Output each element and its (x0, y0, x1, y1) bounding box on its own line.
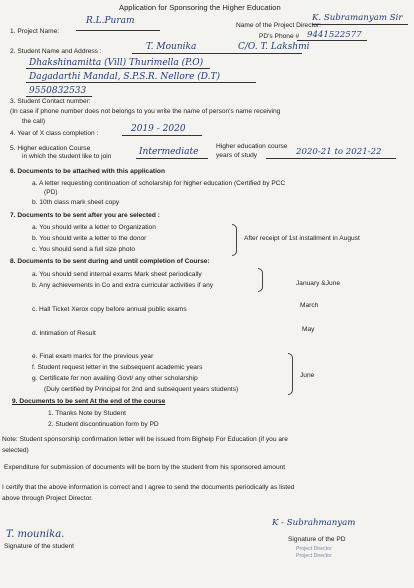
note-line-1: Note: Student sponsorship confirmation letter will be issued from Bighelp For Education (if you are (2, 436, 288, 443)
student-label: 2. Student Name and Address : (10, 48, 102, 55)
section-9-item-1: 1. Thanks Note by Student (48, 410, 126, 417)
certify-line-1: I certify that the above information is correct and I agree to send the documents periodically as listed (2, 484, 295, 491)
project-name-value: R.L.Puram (86, 16, 135, 26)
section-8-item-e: e. Final exam marks for the previous year (32, 353, 154, 360)
expenditure-note: Expenditure for submission of documents will be born by the student from his sponsored amount (4, 464, 286, 471)
address-line-2-rule (26, 82, 256, 83)
form-title: Application for Sponsoring the Higher Education (119, 3, 281, 12)
section-8-ab-brace (258, 268, 263, 292)
section-9-item-2: 2. Student discontinuation form by PD (48, 421, 159, 428)
phone-rule (26, 96, 92, 97)
student-care-of: C/O. T. Lakshmi (238, 42, 310, 52)
project-name-line (76, 30, 160, 31)
pd-phone-label: PD's Phone # (259, 33, 300, 40)
certify-line-2: above through Project Director. (2, 495, 93, 502)
pd-signature: K - Subrahmanyam (272, 518, 356, 528)
note-line-2: selected) (2, 447, 29, 454)
section-8-item-d: d. Intimation of Result (32, 330, 96, 337)
student-name-value: T. Mounika (146, 42, 197, 52)
phone-value: 9550832533 (29, 86, 87, 96)
address-line-1-rule (26, 68, 210, 69)
section-8-item-c: c. Hall Ticket Xerox copy before annual public exams (32, 306, 187, 313)
pd-phone-value: 9441522577 (307, 30, 362, 40)
section-7-item-a: a. You should write a letter to Organization (32, 224, 156, 231)
section-6-item-b: b. 10th class mark sheet copy (32, 199, 120, 206)
director-line (312, 24, 408, 25)
address-line-2: Dagadarthi Mandal, S.P.S.R. Nellore (D.T) (29, 72, 221, 82)
contact-label: 3. Student Contact number: (10, 98, 91, 105)
years-label-1: Higher education course (216, 143, 288, 150)
course-label-2: in which the student like to join (22, 153, 112, 160)
x-class-line (122, 135, 202, 136)
x-class-value: 2019 - 2020 (131, 124, 186, 134)
pd-stamp-line-2: Project Director (296, 553, 332, 559)
section-8-item-b: b. Any achievements in Co and extra curricular activities if any (32, 282, 214, 289)
address-line-1: Dhakshinamitta (Vill) Thurimella (P.O) (29, 58, 204, 68)
student-name-line (132, 53, 302, 54)
section-8-item-a: a. You should send internal exams Mark sheet periodically (32, 271, 202, 278)
section-8-title: 8. Documents to be sent during and until completion of Course: (10, 258, 210, 265)
director-label: Name of the Project Director: (236, 22, 322, 29)
section-8-item-g2: (Duly certified by Principal for 2nd and subsequent years students) (44, 386, 239, 393)
project-name-label: 1. Project Name: (10, 28, 60, 35)
section-8-efg-note: June (300, 372, 315, 379)
section-8-efg-brace (288, 353, 293, 395)
director-value: K. Subramanyam Sir (312, 13, 403, 23)
course-line (136, 158, 208, 159)
section-8-ab-note: January &June (296, 280, 340, 287)
section-8-d-note: May (302, 326, 315, 333)
section-8-item-f: f. Student request letter in the subsequent academic years (32, 364, 203, 371)
section-7-item-c: c. You should send a full size photo (32, 246, 136, 253)
section-6-item-a2: (PD) (44, 189, 58, 196)
section-8-c-note: March (300, 302, 319, 309)
course-value: Intermediate (139, 147, 199, 157)
x-class-label: 4. Year of X class completion : (10, 130, 99, 137)
years-line (266, 158, 396, 159)
student-signature-label: Signature of the student (4, 543, 75, 550)
course-label-1: 5. Higher education Course (10, 145, 91, 152)
section-7-title: 7. Documents to be sent after you are selected : (10, 212, 160, 219)
contact-note-2: the call) (22, 118, 46, 125)
contact-note-1: (In case if phone number does not belongs to you write the name of person's name receiving (10, 108, 281, 115)
section-9-title: 9. Documents to be sent At the end of the course (12, 398, 166, 405)
section-7-item-b: b. You should write a letter to the donor (32, 235, 147, 242)
pd-signature-label: Signature of the PD (288, 536, 346, 543)
student-signature: T. mounika. (6, 529, 65, 540)
pd-phone-line (297, 40, 367, 41)
section-6-item-a: a. A letter requesting continuation of scholarship for higher education (Certified by PCC (32, 180, 286, 187)
section-6-title: 6. Documents to be attached with this application (10, 168, 165, 175)
section-7-brace (232, 224, 237, 256)
years-value: 2020-21 to 2021-22 (296, 147, 382, 157)
years-label-2: years of study (216, 152, 258, 159)
pd-stamp-line-1: Project Director (296, 546, 332, 552)
section-8-item-g: g. Certificate for non availing Govt/ any other scholarship (32, 375, 198, 382)
section-7-note: After receipt of 1st installment in August (244, 235, 360, 242)
